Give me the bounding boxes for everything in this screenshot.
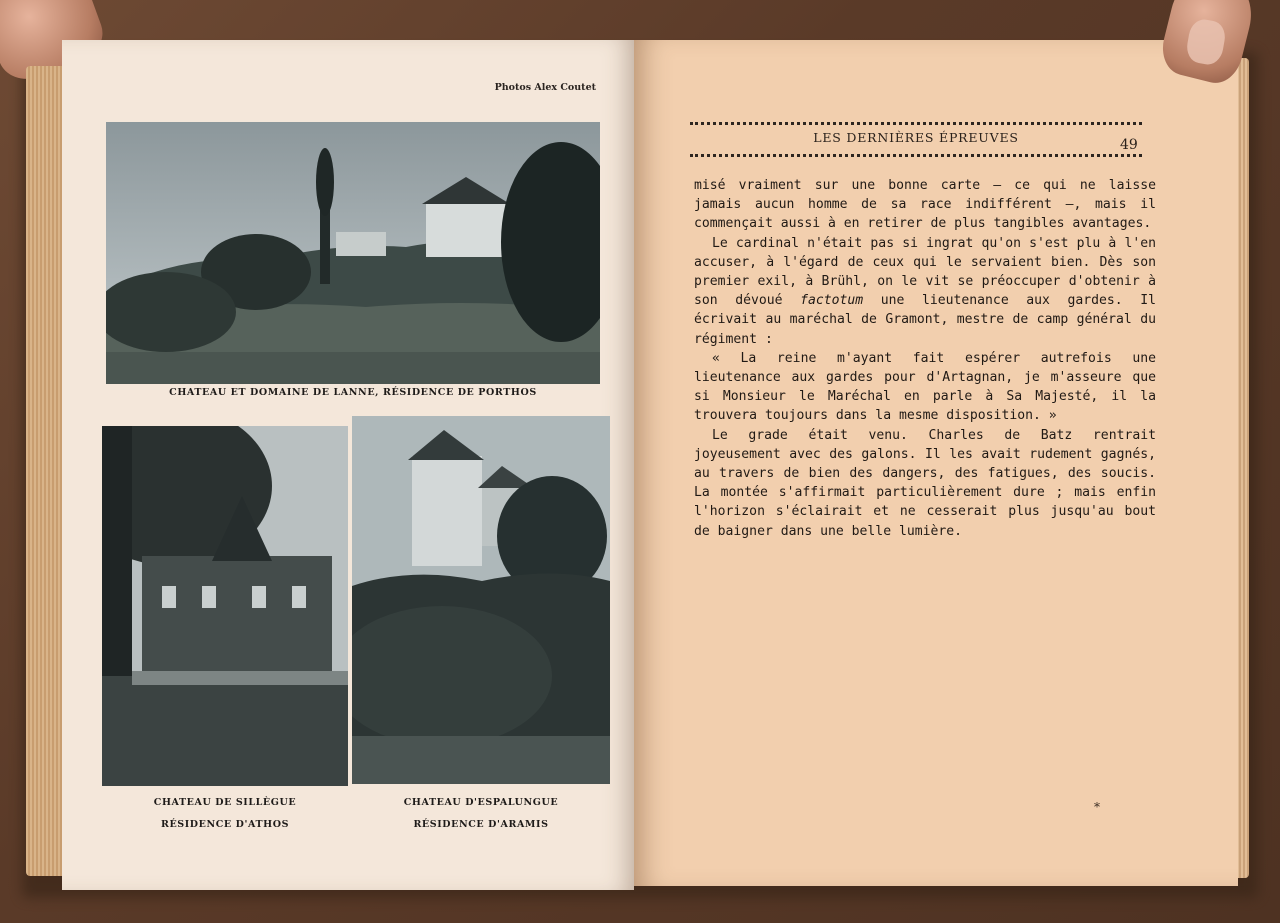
paragraph-2-start: Le cardinal n'était pas si ingrat qu'on s'est plu à l'en accuser, à l'égard de ceux qui le servaient bien. Dès son premier exil, à Brühl, on le vit se préoccuper d'obtenir à son dévoué <box>694 235 1156 309</box>
photo-credit: Photos Alex Coutet <box>494 82 596 93</box>
header-dotted-rule-bottom <box>690 154 1142 157</box>
caption-top-photo: CHATEAU ET DOMAINE DE LANNE, RÉSIDENCE DE PORTHOS <box>169 387 537 398</box>
paragraph-1: misé vraiment sur une bonne carte — ce qui ne laisse jamais aucun homme de sa race indifférent —, mais il commençait aussi à en retirer de plus tangibles avantages. <box>694 178 1156 232</box>
caption-espalungue <box>352 792 610 836</box>
left-page <box>62 40 634 890</box>
caption-sillegue-line2: RÉSIDENCE D'ATHOS <box>160 819 290 830</box>
right-page <box>634 40 1238 886</box>
caption-sillegue-line1: CHATEAU DE SILLÈGUE <box>153 797 297 808</box>
photo-chateau-d-espalungue <box>352 416 610 784</box>
paragraph-4: Le grade était venu. Charles de Batz rentrait joyeusement avec des galons. Il les avait rudement gagnés, au travers de bien des dangers, des fatigues, des soucis. La montée s'affirmait particulièrement dure ; mais enfin l'horizon s'éclairait et ne cesserait plus jusqu'au bout de baigner dans une belle lumière. <box>694 427 1156 539</box>
photo-chateau-de-lanne <box>106 122 600 384</box>
caption-espalungue-line1: CHATEAU D'ESPALUNGUE <box>403 797 559 808</box>
paragraph-2 <box>694 234 1156 349</box>
photo-chateau-de-sillegue <box>102 426 348 786</box>
running-head: LES DERNIÈRES ÉPREUVES <box>813 130 1019 145</box>
page-ornament: * <box>1094 800 1100 814</box>
paragraph-2-italic: factotum <box>800 293 864 309</box>
caption-sillegue <box>102 792 348 836</box>
page-number: 49 <box>1120 137 1138 153</box>
paragraph-2-end: une lieutenance aux gardes. Il écrivait au maréchal de Gramont, mestre de camp général du régiment : <box>694 293 1156 347</box>
body-text <box>694 176 1156 541</box>
header-dotted-rule-top <box>690 122 1142 125</box>
caption-espalungue-line2: RÉSIDENCE D'ARAMIS <box>413 819 549 830</box>
paragraph-quote: « La reine m'ayant fait espérer autrefois une lieutenance aux gardes pour d'Artagnan, je m'asseure que si Monsieur le Maréchal en parle à Sa Majesté, il la trouvera toujours dans la mesme disposition. » <box>694 350 1156 424</box>
